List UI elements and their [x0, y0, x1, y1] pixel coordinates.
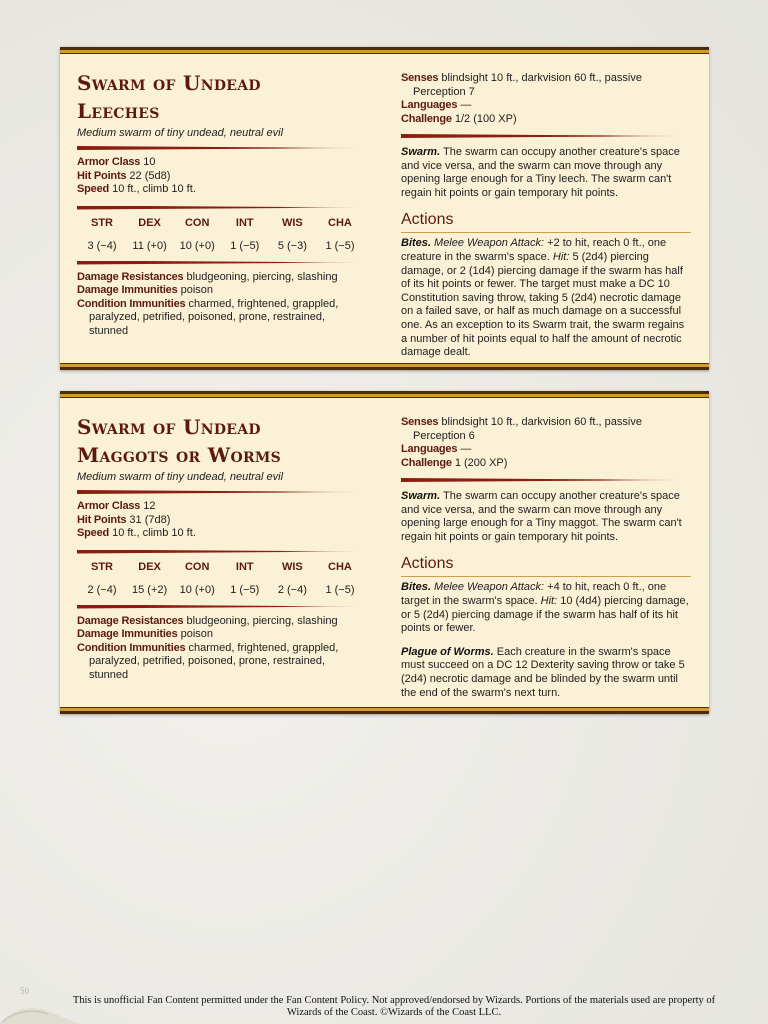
- speed-label: Speed: [77, 527, 110, 539]
- damage-resistances-label: Damage Resistances: [77, 614, 184, 627]
- ability-name: WIS: [281, 560, 303, 573]
- ability-name: CHA: [328, 560, 352, 573]
- ability-name: DEX: [138, 216, 161, 229]
- monster-name: [77, 413, 365, 469]
- speed: [77, 183, 365, 197]
- action-bites: [401, 581, 691, 635]
- ability-name: CON: [184, 216, 210, 229]
- action-text: Each creature in the swarm's space must succeed on a DC 12 Dexterity saving throw or take 5 (2d4) necrotic damage and be blinded by the swarm until the end of the swarm's next turn.: [401, 645, 685, 699]
- ability-value: 15 (+2): [132, 583, 168, 596]
- ability-value: 2 (−4): [277, 583, 307, 596]
- ability-scores: [77, 216, 365, 253]
- ability-str: [79, 560, 125, 597]
- hit-points: [77, 514, 365, 528]
- stat-block-left-column: [77, 413, 365, 682]
- stat-block-right-column: [401, 72, 691, 360]
- armor-class-value: 12: [143, 500, 156, 512]
- divider: [77, 550, 365, 554]
- divider: [77, 490, 365, 494]
- ability-value: 5 (−3): [277, 239, 307, 252]
- languages-label: Languages: [401, 99, 458, 111]
- challenge: [401, 113, 691, 127]
- condition-immunities-value: charmed, frightened, grappled, paralyzed, petrified, poisoned, prone, restrained, stunned: [89, 641, 339, 681]
- ability-dex: [127, 560, 173, 597]
- languages-value: —: [460, 443, 472, 455]
- action-text: +4 to hit, reach 0 ft., one target in the swarm's space.: [401, 581, 667, 607]
- armor-class-label: Armor Class: [77, 156, 141, 168]
- stat-block-right-column: [401, 416, 691, 700]
- ability-int: [222, 560, 268, 597]
- divider: [401, 478, 691, 482]
- monster-name-line1: Swarm of Undead: [77, 71, 261, 95]
- armor-class: [77, 500, 365, 514]
- monster-type: Medium swarm of tiny undead, neutral evil: [77, 127, 284, 139]
- damage-immunities-label: Damage Immunities: [77, 628, 178, 640]
- damage-immunities-value: poison: [180, 628, 214, 640]
- ability-name: INT: [235, 560, 254, 573]
- ability-con: [174, 560, 220, 597]
- damage-resistances-value: bludgeoning, piercing, slashing: [186, 270, 338, 283]
- languages-value: —: [460, 99, 472, 111]
- speed-value: 10 ft., climb 10 ft.: [112, 527, 196, 539]
- action-name: Bites.: [401, 237, 431, 250]
- divider: [77, 206, 365, 210]
- ability-value: 1 (−5): [230, 239, 260, 252]
- damage-immunities: [77, 284, 365, 298]
- hit-points-label: Hit Points: [77, 169, 127, 182]
- armor-class-label: Armor Class: [77, 500, 141, 512]
- stat-block-maggots: [60, 391, 709, 714]
- senses-label: Senses: [401, 416, 439, 428]
- ability-scores: [77, 560, 365, 597]
- armor-class-value: 10: [143, 156, 156, 168]
- condition-immunities-label: Condition Immunities: [77, 641, 186, 654]
- action-name: Plague of Worms.: [401, 645, 494, 658]
- ability-value: 10 (+0): [179, 239, 215, 252]
- challenge-label: Challenge: [401, 112, 452, 125]
- damage-resistances-value: bludgeoning, piercing, slashing: [186, 614, 338, 627]
- ability-name: STR: [91, 560, 113, 573]
- hit-label: Hit:: [540, 594, 558, 607]
- senses-label: Senses: [401, 72, 439, 84]
- condition-immunities-value: charmed, frightened, grappled, paralyzed, petrified, poisoned, prone, restrained, stunned: [89, 297, 339, 337]
- hit-points-value: 31 (7d8): [129, 513, 171, 526]
- damage-resistances: [77, 615, 365, 629]
- hit-points-value: 22 (5d8): [129, 169, 171, 182]
- speed: [77, 527, 365, 541]
- actions-heading: Actions: [401, 554, 691, 577]
- divider: [77, 146, 365, 150]
- ability-str: [79, 216, 125, 253]
- ability-name: INT: [235, 216, 254, 229]
- trait-text: The swarm can occupy another creature's space and vice versa, and the swarm can move through any opening large enough for a Tiny maggot. The swarm can't regain hit points or gain temporary hit points.: [401, 490, 682, 543]
- damage-resistances: [77, 271, 365, 285]
- speed-label: Speed: [77, 183, 110, 195]
- ability-value: 1 (−5): [325, 583, 355, 596]
- action-text: +2 to hit, reach 0 ft., one creature in the swarm's space.: [401, 237, 667, 263]
- trait-name: Swarm.: [401, 146, 441, 158]
- damage-immunities: [77, 628, 365, 642]
- ability-value: 3 (−4): [87, 239, 117, 252]
- divider: [401, 134, 691, 138]
- trait-swarm: [401, 146, 691, 200]
- attack-type: Melee Weapon Attack:: [434, 237, 545, 250]
- ability-wis: [269, 216, 315, 253]
- ability-value: 11 (+0): [132, 239, 167, 252]
- hit-label: Hit:: [552, 250, 570, 263]
- action-plague-of-worms: [401, 646, 691, 700]
- action-hit-text: 5 (2d4) piercing damage, or 2 (1d4) piercing damage if the swarm has half of its hit points or fewer. The target must make a DC 10 Constitution saving throw, taking 5 (2d4) necrotic damage on a failed save, or half as much damage on a successful one. As an exception to its Swarm trait, the swarm regains a number of hit points equal to half the amount of necrotic damage dealt.: [401, 250, 685, 359]
- languages: [401, 99, 691, 113]
- ability-value: 1 (−5): [325, 239, 355, 252]
- ability-cha: [317, 560, 363, 597]
- ability-int: [222, 216, 268, 253]
- challenge-label: Challenge: [401, 456, 452, 469]
- ability-name: STR: [91, 216, 113, 229]
- challenge-value: 1/2 (100 XP): [454, 112, 517, 125]
- actions-heading: Actions: [401, 210, 691, 233]
- hit-points: [77, 170, 365, 184]
- damage-immunities-value: poison: [180, 284, 214, 296]
- condition-immunities: [77, 642, 365, 683]
- ability-cha: [317, 216, 363, 253]
- ability-dex: [127, 216, 173, 253]
- ability-con: [174, 216, 220, 253]
- divider: [77, 261, 365, 265]
- ability-name: DEX: [138, 560, 161, 573]
- trait-text: The swarm can occupy another creature's space and vice versa, and the swarm can move through any opening large enough for a Tiny leech. The swarm can't regain hit points or gain temporary hit points.: [401, 146, 680, 199]
- action-hit-text: 10 (4d4) piercing damage, or 5 (2d4) piercing damage if the swarm has half of its hit points or fewer.: [401, 594, 689, 635]
- condition-immunities: [77, 298, 365, 339]
- monster-name-line2: Leeches: [77, 99, 160, 123]
- speed-value: 10 ft., climb 10 ft.: [112, 183, 196, 195]
- hit-points-label: Hit Points: [77, 513, 127, 526]
- condition-immunities-label: Condition Immunities: [77, 297, 186, 310]
- fan-content-notice: This is unofficial Fan Content permitted under the Fan Content Policy. Not approved/endorsed by Wizards. Portions of the materials used are property of Wizards of the Coast. ©Wizards of the Coast LLC.: [72, 995, 716, 1018]
- monster-name-line1: Swarm of Undead: [77, 415, 261, 439]
- ability-name: WIS: [281, 216, 303, 229]
- senses: [401, 72, 691, 99]
- corner-ornament-icon: [0, 990, 80, 1024]
- stat-block-leeches: [60, 47, 709, 370]
- action-bites: [401, 237, 691, 359]
- monster-name: [77, 69, 365, 125]
- armor-class: [77, 156, 365, 170]
- trait-swarm: [401, 490, 691, 544]
- ability-value: 1 (−5): [230, 583, 260, 596]
- senses-value: blindsight 10 ft., darkvision 60 ft., passive Perception 6: [413, 416, 642, 442]
- monster-type: Medium swarm of tiny undead, neutral evil: [77, 471, 284, 483]
- monster-name-line2: Maggots or Worms: [77, 443, 282, 467]
- ability-name: CHA: [328, 216, 352, 229]
- ability-name: CON: [184, 560, 210, 573]
- languages: [401, 443, 691, 457]
- ability-wis: [269, 560, 315, 597]
- senses-value: blindsight 10 ft., darkvision 60 ft., passive Perception 7: [413, 72, 642, 98]
- languages-label: Languages: [401, 443, 458, 455]
- challenge: [401, 457, 691, 471]
- ability-value: 10 (+0): [179, 583, 215, 596]
- damage-immunities-label: Damage Immunities: [77, 284, 178, 296]
- trait-name: Swarm.: [401, 490, 441, 502]
- damage-resistances-label: Damage Resistances: [77, 270, 184, 283]
- senses: [401, 416, 691, 443]
- page-number: 50: [20, 986, 29, 996]
- stat-block-left-column: [77, 69, 365, 338]
- challenge-value: 1 (200 XP): [454, 456, 508, 469]
- divider: [77, 605, 365, 609]
- attack-type: Melee Weapon Attack:: [434, 581, 545, 594]
- ability-value: 2 (−4): [87, 583, 117, 596]
- action-name: Bites.: [401, 581, 431, 594]
